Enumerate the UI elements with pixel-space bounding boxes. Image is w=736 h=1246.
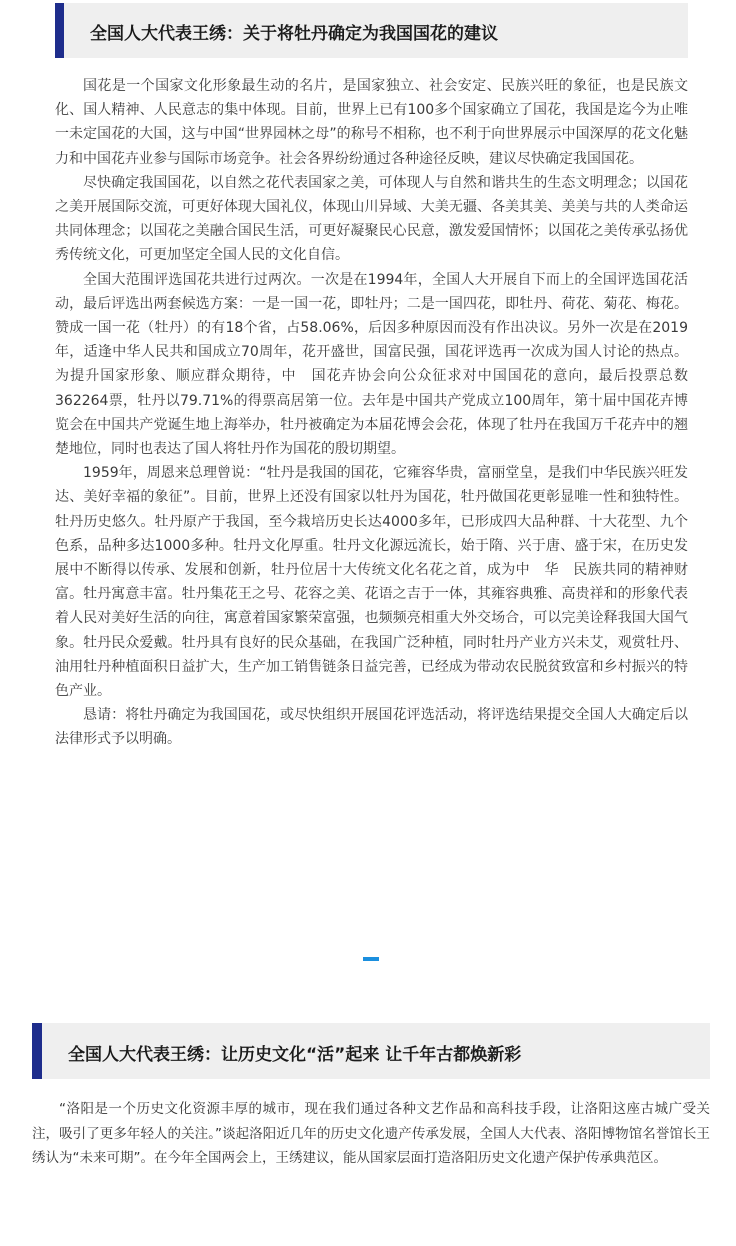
section-title: 全国人大代表王绣：让历史文化“活”起来 让千年古都焕新彩 xyxy=(68,1045,522,1065)
paragraph: 全国大范围评选国花共进行过两次。一次是在1994年，全国人大开展自下而上的全国评选国花活动，最后评选出两套候选方案：一是一国一花，即牡丹；二是一国四花，即牡丹、荷花、菊花、梅花。赞成一国一花（牡丹）的有18个省，占58.06%，后因多种原因而没有作出决议。另外一次是在2019年，适逢中华人民共和国成立70周年，花开盛世，国富民强，国花评选再一次成为国人讨论的热点。为提升国家形象、顺应群众期待，中 国花卉协会向公众征求对中国国花的意向，最后投票总数362264票，牡丹以79.71%的得票高居第一位。去年是中国共产党成立100周年，第十届中国花卉博览会在中国共产党诞生地上海举办，牡丹被确定为本届花博会会花，体现了牡丹在我国万千花卉中的翘楚地位，同时也表达了国人将牡丹作为国花的殷切期望。 xyxy=(55,271,688,458)
section-title: 全国人大代表王绣：关于将牡丹确定为我国国花的建议 xyxy=(90,24,498,44)
paragraph: 1959年，周恩来总理曾说：“牡丹是我国的国花，它雍容华贵，富丽堂皇，是我们中华民族兴旺发达、美好幸福的象征”。目前，世界上还没有国家以牡丹为国花，牡丹做国花更彰显唯一性和独特性。牡丹历史悠久。牡丹原产于我国，至今栽培历史长达4000多年，已形成四大品种群、十大花型、九个色系，品种多达1000多种。牡丹文化厚重。牡丹文化源远流长，始于隋、兴于唐、盛于宋，在历史发展中不断得以传承、发展和创新，牡丹位居十大传统文化名花之首，成为中 华 民族共同的精神财富。牡丹寓意丰富。牡丹集花王之号、花容之美、花语之吉于一体，其雍容典雅、高贵祥和的形象代表着人民对美好生活的向往，寓意着国家繁荣富强，也频频亮相重大外交场合，可以完美诠释我国大国气象。牡丹民众爱戴。牡丹具有良好的民众基础，在我国广泛种植，同时牡丹产业方兴未艾，观赏牡丹、油用牡丹种植面积日益扩大，生产加工销售链条日益完善，已经成为带动农民脱贫致富和乡村振兴的特色产业。 xyxy=(55,465,688,700)
article-body-luoyang xyxy=(32,1097,710,1171)
paragraph: 国花是一个国家文化形象最生动的名片，是国家独立、社会安定、民族兴旺的象征，也是民族文化、国人精神、人民意志的集中体现。目前，世界上已有100多个国家确立了国花，我国是迄今为止唯一未定国花的大国，这与中国“世界园林之母”的称号不相称，也不利于向世界展示中国深厚的花文化魅力和中国花卉业参与国际市场竞争。社会各界纷纷通过各种途径反映，建议尽快确定我国国花。 xyxy=(55,78,688,167)
section-header-luoyang xyxy=(32,1023,710,1079)
section-header-peony xyxy=(55,3,688,58)
paragraph: 恳请：将牡丹确定为我国国花，或尽快组织开展国花评选活动，将评选结果提交全国人大确定后以法律形式予以明确。 xyxy=(55,707,688,748)
section-divider xyxy=(363,957,379,961)
paragraph: 尽快确定我国国花，以自然之花代表国家之美，可体现人与自然和谐共生的生态文明理念；以国花之美开展国际交流，可更好体现大国礼仪，体现山川异域、大美无疆、各美其美、美美与共的人类命运共同体理念；以国花之美融合国民生活，可更好凝聚民心民意，激发爱国情怀；以国花之美传承弘扬优秀传统文化，可更加坚定全国人民的文化自信。 xyxy=(55,174,688,264)
article-body-peony xyxy=(55,74,688,752)
paragraph: “洛阳是一个历史文化资源丰厚的城市，现在我们通过各种文艺作品和高科技手段，让洛阳这座古城广受关注，吸引了更多年轻人的关注。”谈起洛阳近几年的历史文化遗产传承发展，全国人大代表、洛阳博物馆名誉馆长王绣认为“未来可期”。在今年全国两会上，王绣建议，能从国家层面打造洛阳历史文化遗产保护传承典范区。 xyxy=(32,1101,710,1166)
